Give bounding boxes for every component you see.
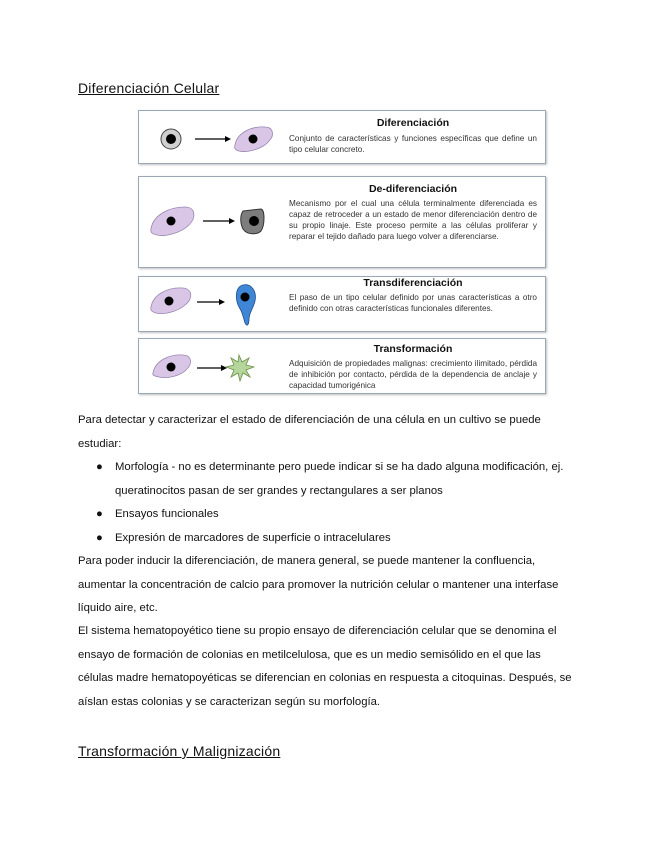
nucleus-icon bbox=[166, 134, 176, 144]
box-title-transdifferentiation: Transdiferenciación bbox=[363, 277, 463, 289]
list-item-text: Morfología - no es determinante pero puede indicar si se ha dado alguna modificación, ej. queratinocitos pasan de ser grandes y rectangulares a ser planos bbox=[115, 461, 564, 497]
box-description-differentiation: Conjunto de características y funciones específicas que define un tipo celular concreto. bbox=[289, 134, 537, 154]
figure-box-transdifferentiation bbox=[138, 276, 546, 332]
box-description-transdifferentiation: El paso de un tipo celular definido por unas características a otro definido con otras características funcionales diferentes. bbox=[289, 293, 537, 313]
bullet-icon: ● bbox=[96, 461, 103, 473]
figure-box-differentiation bbox=[138, 110, 546, 164]
differentiation-illustration bbox=[139, 111, 289, 163]
bullet-icon: ● bbox=[96, 508, 103, 520]
section-heading-differentiation: Diferenciación Celular bbox=[78, 80, 220, 96]
box-title-differentiation: Diferenciación bbox=[376, 117, 450, 129]
induction-paragraph: Para poder inducir la diferenciación, de manera general, se puede mantener la confluencia, aumentar la concentración de calcio para promover la nutrición celular o mantener una interfase líquido aire, etc. bbox=[78, 555, 559, 614]
list-item bbox=[96, 456, 576, 503]
figure-box-transformation bbox=[138, 338, 546, 394]
transdifferentiated-cell-icon bbox=[236, 285, 255, 325]
list-item-text: Expresión de marcadores de superficie o intracelulares bbox=[115, 531, 391, 544]
transdifferentiation-illustration bbox=[139, 277, 289, 333]
box-title-dedifferentiation: De-diferenciación bbox=[368, 183, 458, 195]
bullet-icon: ● bbox=[96, 531, 103, 544]
section-heading-transformation: Transformación y Malignización bbox=[78, 743, 281, 759]
list-item-text: Ensayos funcionales bbox=[115, 508, 219, 520]
transformation-illustration bbox=[139, 339, 289, 393]
characterization-list bbox=[96, 456, 576, 550]
list-item bbox=[96, 527, 576, 551]
box-title-transformation: Transformación bbox=[373, 343, 453, 355]
list-item bbox=[96, 503, 576, 527]
tumor-cell-icon bbox=[226, 355, 254, 381]
hematopoietic-paragraph: El sistema hematopoyético tiene su propio ensayo de diferenciación celular que se denomina el ensayo de formación de colonias en metilcelulosa, que es un medio semisólido en el que las células madre hematopoyéticas se diferencian en colonias en respuesta a citoquinas. Después, se aíslan estas colonias y se caracterizan según su morfología. bbox=[78, 625, 572, 708]
figure-box-dedifferentiation bbox=[138, 176, 546, 268]
intro-paragraph: Para detectar y caracterizar el estado de diferenciación de una célula en un cultivo se puede estudiar: bbox=[78, 414, 541, 450]
box-description-transformation: Adquisición de propiedades malignas: crecimiento ilimitado, pérdida de inhibición por contacto, pérdida de la dependencia de anclaje y capacidad tumorigénica bbox=[289, 359, 537, 390]
dedifferentiation-illustration bbox=[139, 177, 289, 267]
box-description-dedifferentiation: Mecanismo por el cual una célula terminalmente diferenciada es capaz de retroceder a un estado de menor diferenciación dentro de su propio linaje. Este proceso permite a las células proliferar y reparar el tejido dañado para luego volver a diferenciarse. bbox=[289, 199, 537, 241]
